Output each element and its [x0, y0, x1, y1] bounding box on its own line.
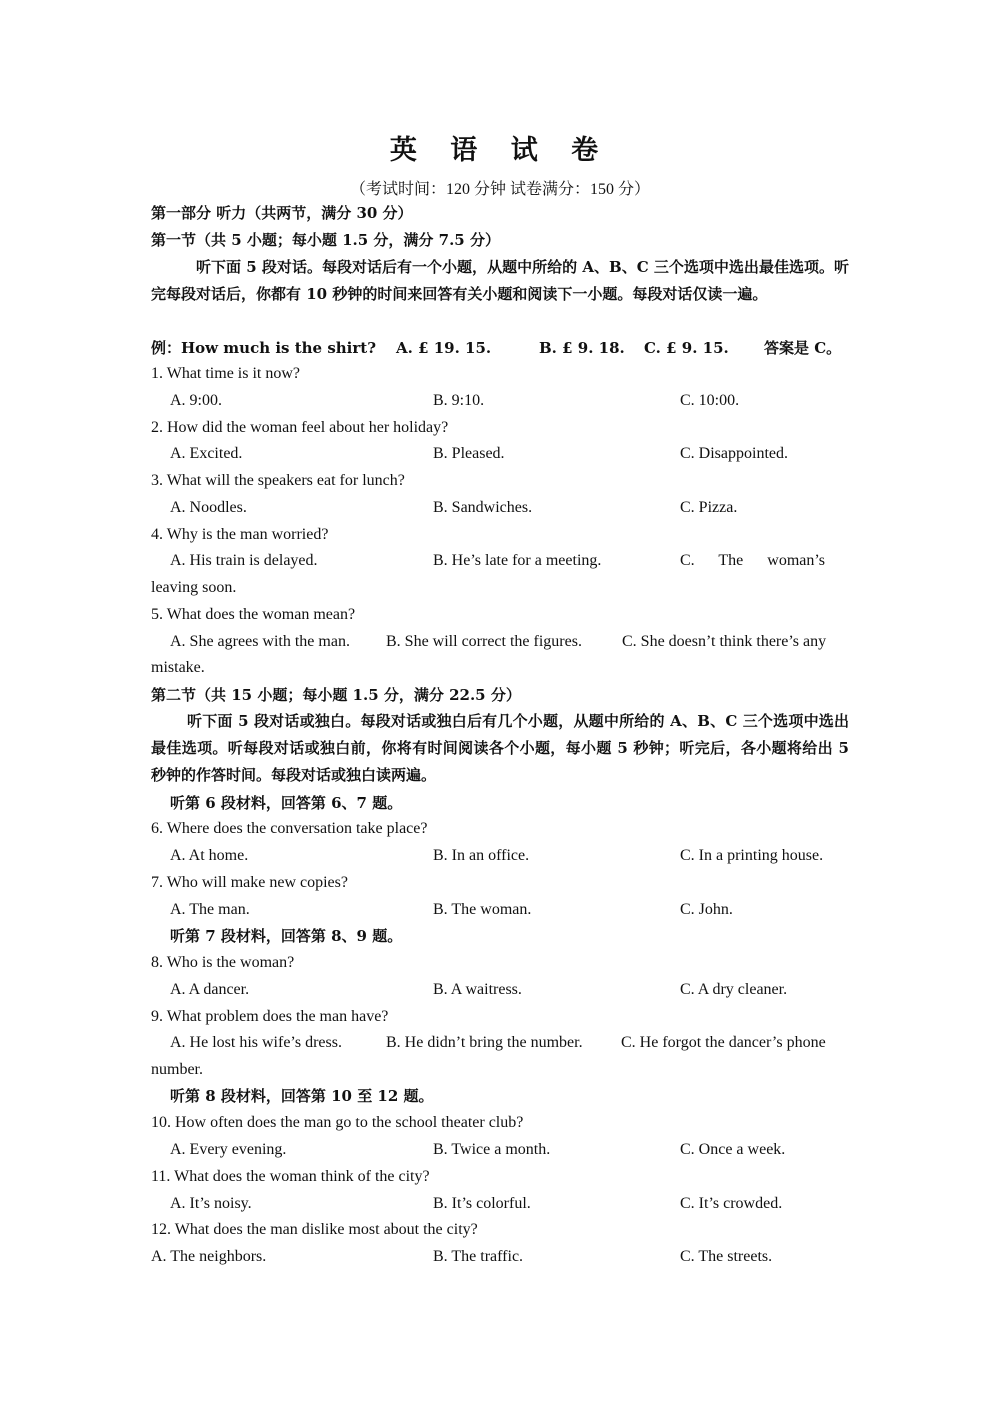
option-c: C. He forgot the dancer’s phone — [621, 1034, 826, 1051]
part1-heading: 第一部分 听力（共两节，满分 30 分） — [151, 204, 413, 222]
option-b: B. Sandwiches. — [433, 499, 533, 516]
option-a: A. He lost his wife’s dress. — [170, 1034, 342, 1051]
option-c: C. Disappointed. — [680, 445, 788, 462]
section2-instructions: 听下面 5 段对话或独白。每段对话或独白后有几个小题，从题中所给的 A、B、C 三个选项中选出最佳选项。听每段对话或独白前，你将有时间阅读各个小题，每小题 5 秒钟；听完后，各小题将给出 5 秒钟的作答时间。每段对话或独白读两遍。 — [151, 712, 849, 784]
question-5: 5. What does the woman mean? — [151, 606, 356, 623]
option-c: C. The woman’s — [680, 552, 826, 569]
question-11: 11. What does the woman think of the city? — [151, 1168, 430, 1185]
exam-info: （考试时间：120 分钟 试卷满分：150 分） — [349, 181, 650, 198]
option-c-continued: leaving soon. — [151, 579, 237, 596]
question-6: 6. Where does the conversation take place? — [151, 820, 428, 837]
option-b: B. 9:10. — [433, 392, 485, 409]
option-a: A. 9:00. — [170, 392, 222, 409]
example-question: 例：How much is the shirt? — [151, 339, 376, 357]
option-b: B. Twice a month. — [433, 1141, 551, 1158]
option-b: B. He didn’t bring the number. — [386, 1034, 583, 1051]
option-b: B. In an office. — [433, 847, 530, 864]
section1-instructions: 听下面 5 段对话。每段对话后有一个小题，从题中所给的 A、B、C 三个选项中选出最佳选项。听完每段对话后，你都有 10 秒钟的时间来回答有关小题和阅读下一小题。每段对话仅读一遍。 — [151, 258, 849, 303]
section1-heading: 第一节（共 5 小题；每小题 1.5 分，满分 7.5 分） — [151, 231, 500, 249]
option-c: C. The streets. — [680, 1248, 773, 1265]
question-9: 9. What problem does the man have? — [151, 1008, 389, 1025]
option-a: A. Every evening. — [170, 1141, 287, 1158]
question-1: 1. What time is it now? — [151, 365, 301, 382]
question-10: 10. How often does the man go to the school theater club? — [151, 1114, 524, 1131]
option-c: C. A dry cleaner. — [680, 981, 788, 998]
option-a: A. Excited. — [170, 445, 243, 462]
option-b: B. Pleased. — [433, 445, 505, 462]
page-title: 英 语 试 卷 — [389, 135, 611, 166]
option-b: B. The traffic. — [433, 1248, 524, 1265]
option-b: B. She will correct the figures. — [386, 633, 582, 650]
material-7-heading: 听第 7 段材料，回答第 8、9 题。 — [170, 927, 403, 945]
example-answer: 答案是 C。 — [764, 339, 842, 357]
option-a: A. A dancer. — [170, 981, 250, 998]
option-c: C. John. — [680, 901, 733, 918]
option-c-continued: number. — [151, 1061, 203, 1078]
question-7: 7. Who will make new copies? — [151, 874, 348, 891]
example-option-c: C. £ 9. 15. — [644, 339, 729, 357]
question-8: 8. Who is the woman? — [151, 954, 295, 971]
option-a: A. At home. — [170, 847, 249, 864]
option-a: A. His train is delayed. — [170, 552, 318, 569]
material-8-heading: 听第 8 段材料，回答第 10 至 12 题。 — [170, 1087, 434, 1105]
example-option-a: A. £ 19. 15. — [396, 339, 492, 357]
question-12: 12. What does the man dislike most about the city? — [151, 1221, 478, 1238]
option-c: C. She doesn’t think there’s any — [622, 633, 827, 650]
option-a: A. The neighbors. — [151, 1248, 267, 1265]
section2-heading: 第二节（共 15 小题；每小题 1.5 分，满分 22.5 分） — [151, 686, 521, 704]
option-b: B. The woman. — [433, 901, 532, 918]
option-a: A. It’s noisy. — [170, 1195, 252, 1212]
example-option-b: B. £ 9. 18. — [539, 339, 625, 357]
option-a: A. She agrees with the man. — [170, 633, 350, 650]
question-3: 3. What will the speakers eat for lunch? — [151, 472, 405, 489]
material-6-heading: 听第 6 段材料，回答第 6、7 题。 — [170, 794, 403, 812]
question-4: 4. Why is the man worried? — [151, 526, 329, 543]
option-c: C. Pizza. — [680, 499, 738, 516]
option-a: A. The man. — [170, 901, 250, 918]
option-c-continued: mistake. — [151, 659, 205, 676]
question-2: 2. How did the woman feel about her holiday? — [151, 419, 449, 436]
option-c: C. 10:00. — [680, 392, 740, 409]
option-c: C. In a printing house. — [680, 847, 824, 864]
option-c: C. It’s crowded. — [680, 1195, 783, 1212]
option-b: B. It’s colorful. — [433, 1195, 531, 1212]
option-b: B. A waitress. — [433, 981, 522, 998]
option-a: A. Noodles. — [170, 499, 247, 516]
option-c: C. Once a week. — [680, 1141, 786, 1158]
option-b: B. He’s late for a meeting. — [433, 552, 602, 569]
